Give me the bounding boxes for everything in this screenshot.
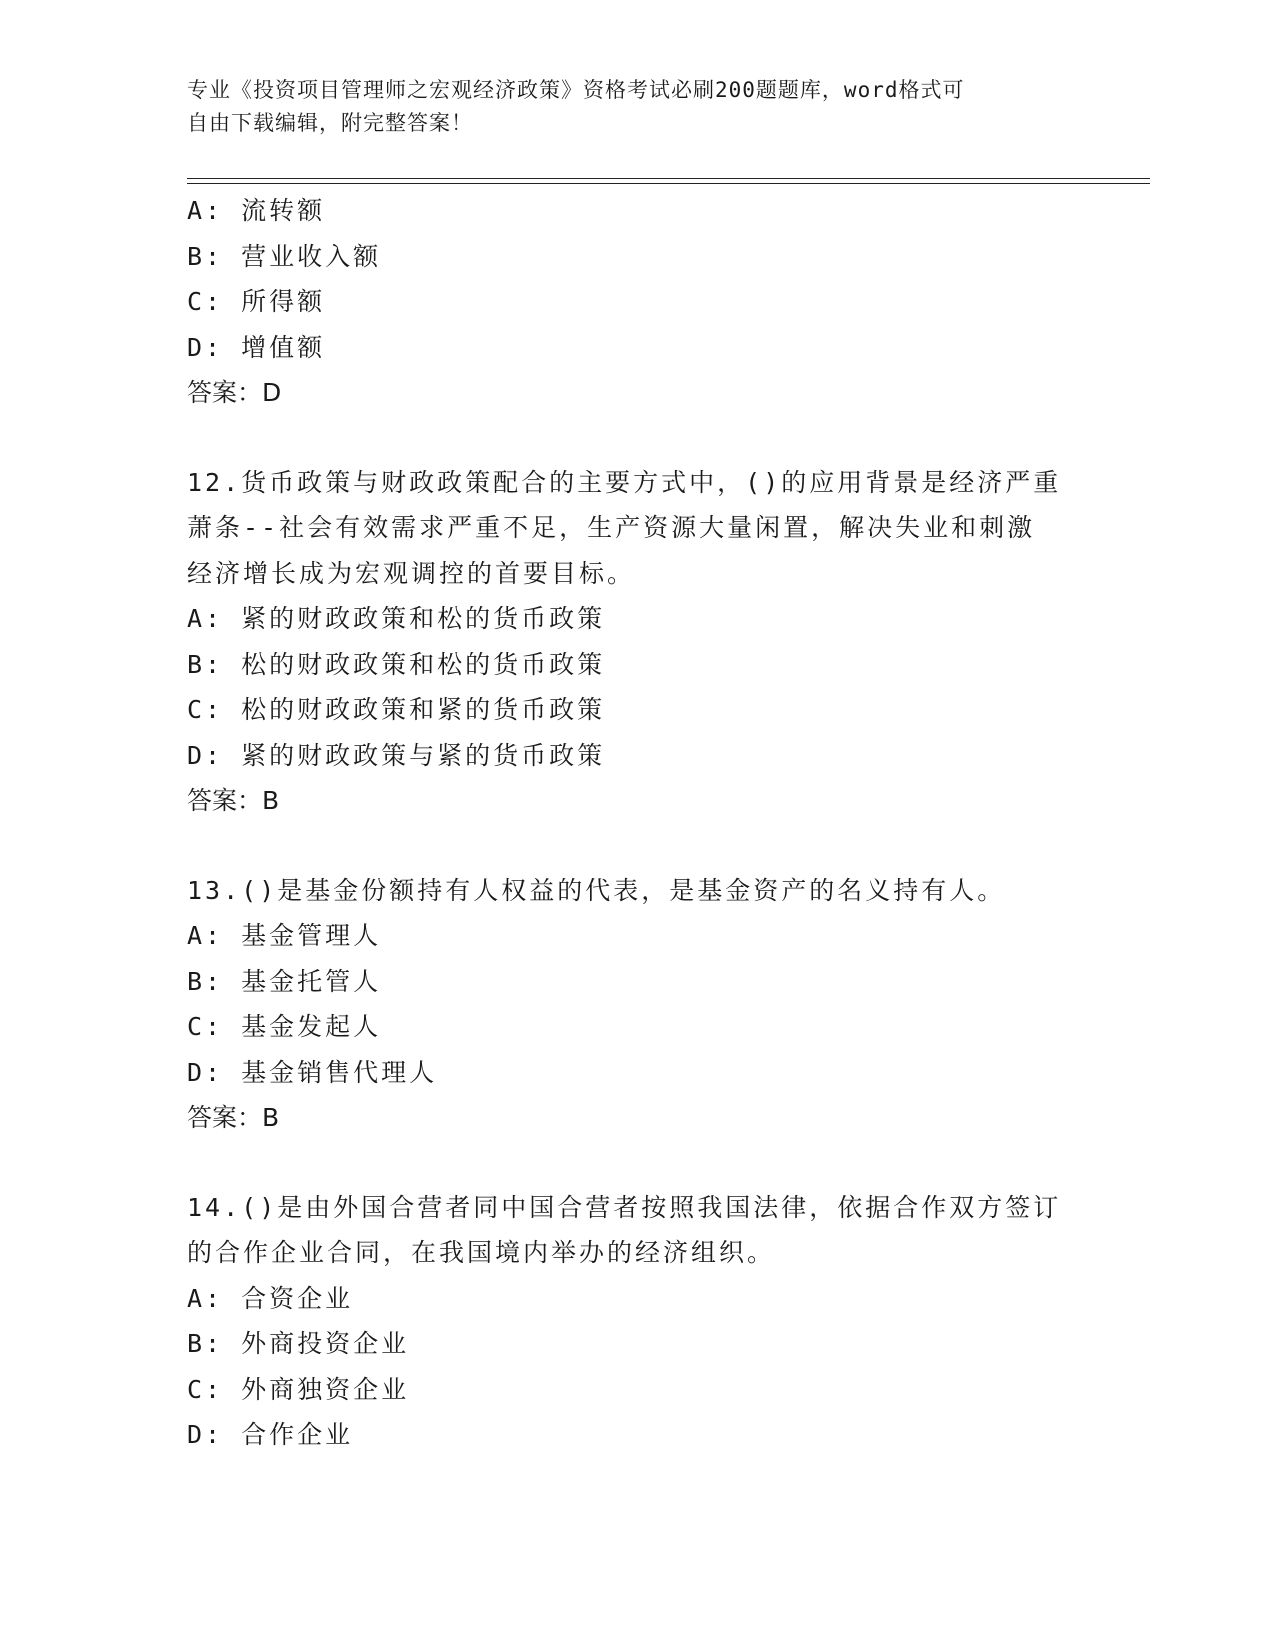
option-b: B: 营业收入额 bbox=[187, 241, 382, 271]
option-d: D: 基金销售代理人 bbox=[187, 1057, 438, 1087]
option-a: A: 基金管理人 bbox=[187, 921, 382, 950]
spacer bbox=[187, 1141, 1077, 1185]
answer: 答案：B bbox=[187, 786, 280, 815]
option-c: C: 基金发起人 bbox=[187, 1012, 382, 1041]
document-header bbox=[187, 74, 1067, 140]
option-d: D: 紧的财政政策与紧的货币政策 bbox=[187, 740, 606, 770]
question-13 bbox=[187, 868, 1077, 1141]
option-c: C: 所得额 bbox=[187, 287, 326, 316]
question-11-options bbox=[187, 188, 1077, 416]
option-b: B: 基金托管人 bbox=[187, 966, 382, 996]
option-a: A: 紧的财政政策和松的货币政策 bbox=[187, 604, 606, 633]
question-list bbox=[187, 188, 1077, 1458]
option-d: D: 合作企业 bbox=[187, 1420, 354, 1449]
question-stem-line: 14.()是由外国合营者同中国合营者按照我国法律，依据合作双方签订 bbox=[187, 1192, 1062, 1222]
question-stem-line: 的合作企业合同，在我国境内举办的经济组织。 bbox=[187, 1238, 776, 1267]
question-12 bbox=[187, 460, 1077, 824]
header-divider bbox=[187, 178, 1150, 184]
option-b: B: 松的财政政策和松的货币政策 bbox=[187, 649, 606, 679]
option-b: B: 外商投资企业 bbox=[187, 1329, 410, 1358]
question-stem-line: 经济增长成为宏观调控的首要目标。 bbox=[187, 558, 636, 588]
answer: 答案：B bbox=[187, 1103, 280, 1132]
question-stem-line: 萧条--社会有效需求严重不足，生产资源大量闲置，解决失业和刺激 bbox=[187, 513, 1036, 542]
question-stem-line: 13.()是基金份额持有人权益的代表，是基金资产的名义持有人。 bbox=[187, 875, 1006, 905]
option-a: A: 流转额 bbox=[187, 196, 326, 225]
option-a: A: 合资企业 bbox=[187, 1283, 354, 1313]
header-line-1: 专业《投资项目管理师之宏观经济政策》资格考试必刷200题题库，word格式可 bbox=[187, 78, 965, 102]
option-c: C: 外商独资企业 bbox=[187, 1374, 410, 1404]
answer: 答案：D bbox=[187, 378, 282, 407]
option-c: C: 松的财政政策和紧的货币政策 bbox=[187, 695, 606, 724]
option-d: D: 增值额 bbox=[187, 332, 326, 362]
spacer bbox=[187, 824, 1077, 868]
question-stem-line: 12.货币政策与财政政策配合的主要方式中，()的应用背景是经济严重 bbox=[187, 467, 1062, 497]
question-14 bbox=[187, 1185, 1077, 1458]
spacer bbox=[187, 416, 1077, 460]
header-line-2: 自由下载编辑，附完整答案！ bbox=[187, 111, 473, 135]
